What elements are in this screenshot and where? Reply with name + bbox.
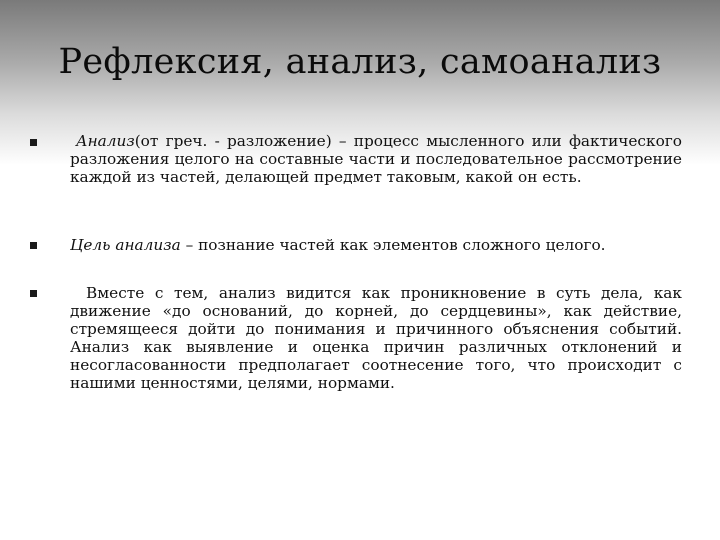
list-item — [70, 236, 682, 254]
list-item — [70, 284, 682, 392]
bullet-icon — [30, 290, 37, 297]
item-text: Вместе с тем, анализ видится как проникновение в суть дела, как движение «до оснований, до корней, до сердцевины», как действие, стремящееся дойти до понимания и причинного объяснения событий. Анализ как выявление и оценка причин различных отклонений и несогласованности предполагает соотнесение того, что происходит с нашими ценностями, целями, нормами. — [70, 284, 682, 392]
item-text: (от греч. - разложение) – процесс мысленного или фактического разложения целого на составные части и последовательное рассмотрение каждой из частей, делающей предмет таковым, какой он есть. — [70, 132, 682, 186]
term-analysis: Анализ — [76, 132, 135, 150]
item-text: – познание частей как элементов сложного целого. — [180, 236, 606, 254]
term-analysis-goal: Цель анализа — [70, 236, 181, 254]
list-item — [70, 132, 682, 186]
slide-title: Рефлексия, анализ, самоанализ — [58, 42, 662, 82]
bullet-icon — [30, 139, 37, 146]
bullet-icon — [30, 242, 37, 249]
